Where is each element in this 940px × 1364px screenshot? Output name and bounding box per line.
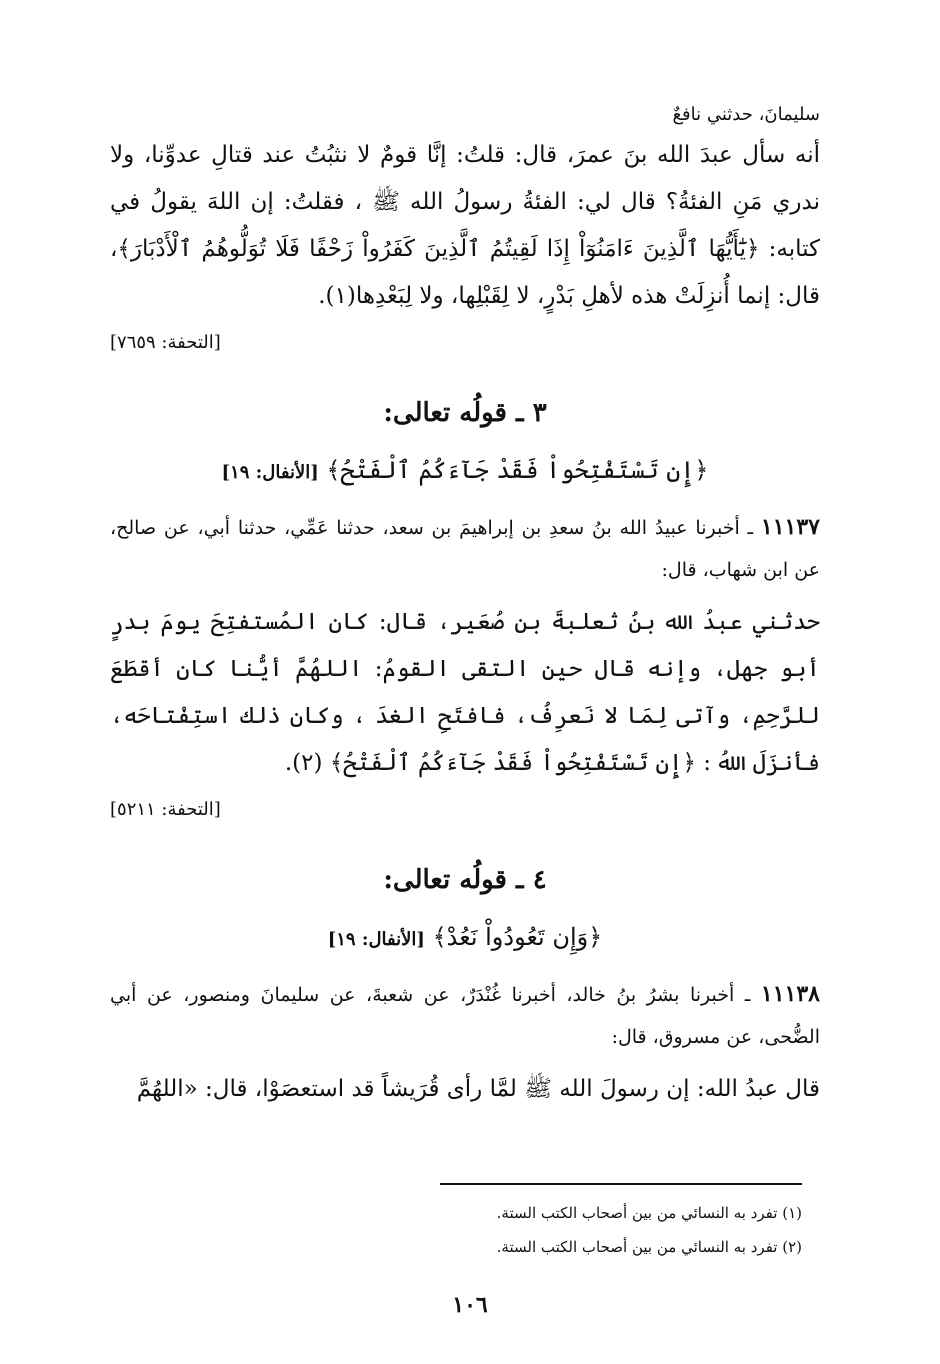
verse-3-citation: [الأنفال: ١٩] [221,462,319,483]
page-number: ١٠٦ [452,1292,488,1318]
page-body [110,100,820,1113]
hadith-11138-chain: ـ أخبرنا بشرُ بنُ خالد، أخبرنا غُنْدَرٌ، عن شعبةَ، عن سليمانَ ومنصور، عن أبي الضُّحى، عن مسروق، قال: [110,984,820,1048]
verse-4-text: ﴿وَإِن تَعُودُواْ نَعُدْ﴾ [432,923,603,951]
footnote-divider [440,1183,802,1185]
footnote-2: (٢) تفرد به النسائي من بين أصحاب الكتب الستة. [496,1238,802,1256]
hadith-11138-isnad [110,973,820,1058]
verse-block-4 [110,923,820,951]
verse-3-text: ﴿إِن تَسْتَفْتِحُواْ فَقَدْ جَآءَكُمُ ٱلْفَتْحُ﴾ [326,456,709,484]
hadith-11137-chain: ـ أخبرنا عبيدُ الله بنُ سعدِ بن إبراهيمَ بن سعد، حدثنا عَمِّي، حدثنا أبي، عن صالح، عن ابن شهاب، قال: [110,517,820,581]
hadith-11138-number: ١١١٣٨ [760,981,820,1007]
section-heading-3: ٣ ـ قولُه تعالى: [383,398,547,428]
hadith-11137-text: حدثني عبدُ الله بنُ ثعلبةَ بن صُعَير، قال: كان المُستفتِحَ يومَ بدرٍ أبو جهل، وإنه قال حين التقى القومُ: اللهُمَّ أيُّنا كان أقطَعَ للرَّحِمِ، وآتى لِمَا لا نَعرِفُ، فافتَحِ الغدَ ، وكان ذلك استِفْتاحَه، فأنزَلَ اللهُ : ﴿إِن تَسْتَفْتِحُواْ فَقَدْ جَآءَكُمُ ٱلْفَتْحُ﴾ (٢). [110,609,820,776]
verse-4-citation: [الأنفال: ١٩] [327,929,425,950]
hadith-11137-isnad [110,506,820,591]
tuhfa-reference-2: [التحفة: ٥٢١١] [110,799,221,820]
paragraph-1: أنه سأل عبدَ الله بنَ عمرَ، قال: قلتُ: إنَّا قومٌ لا نثبُتُ عند قتالِ عدوِّنا، ولا ندري مَنِ الفئةُ؟ قال لي: الفئةُ رسولُ الله ﷺ ، فقلتُ: إن اللهَ يقولُ في كتابه: ﴿يَٰٓأَيُّهَا ٱلَّذِينَ ءَامَنُوٓاْ إِذَا لَقِيتُمُ ٱلَّذِينَ كَفَرُواْ زَحْفًا فَلَا تُوَلُّوهُمُ ٱلْأَدْبَارَ﴾، قال: إنما أُنزِلَتْ هذه لأهلِ بَدْرٍ، لا لِقَبْلِها، ولا لِبَعْدِها(١). [110,142,820,309]
lead-line: سليمانَ، حدثني نافعٌ [672,104,820,125]
hadith-11137-number: ١١١٣٧ [760,514,820,540]
footnote-1: (١) تفرد به النسائي من بين أصحاب الكتب الستة. [496,1204,802,1222]
hadith-11138-text: قال عبدُ الله: إن رسولَ الله ﷺ لمَّا رأى قُرَيشاً قد استعصَوْا، قال: «اللهُمَّ [136,1076,820,1102]
section-heading-4: ٤ ـ قولُه تعالى: [383,865,547,895]
tuhfa-reference-1: [التحفة: ٧٦٥٩] [110,332,221,353]
verse-block-3 [110,456,820,484]
footnotes [300,1196,802,1264]
